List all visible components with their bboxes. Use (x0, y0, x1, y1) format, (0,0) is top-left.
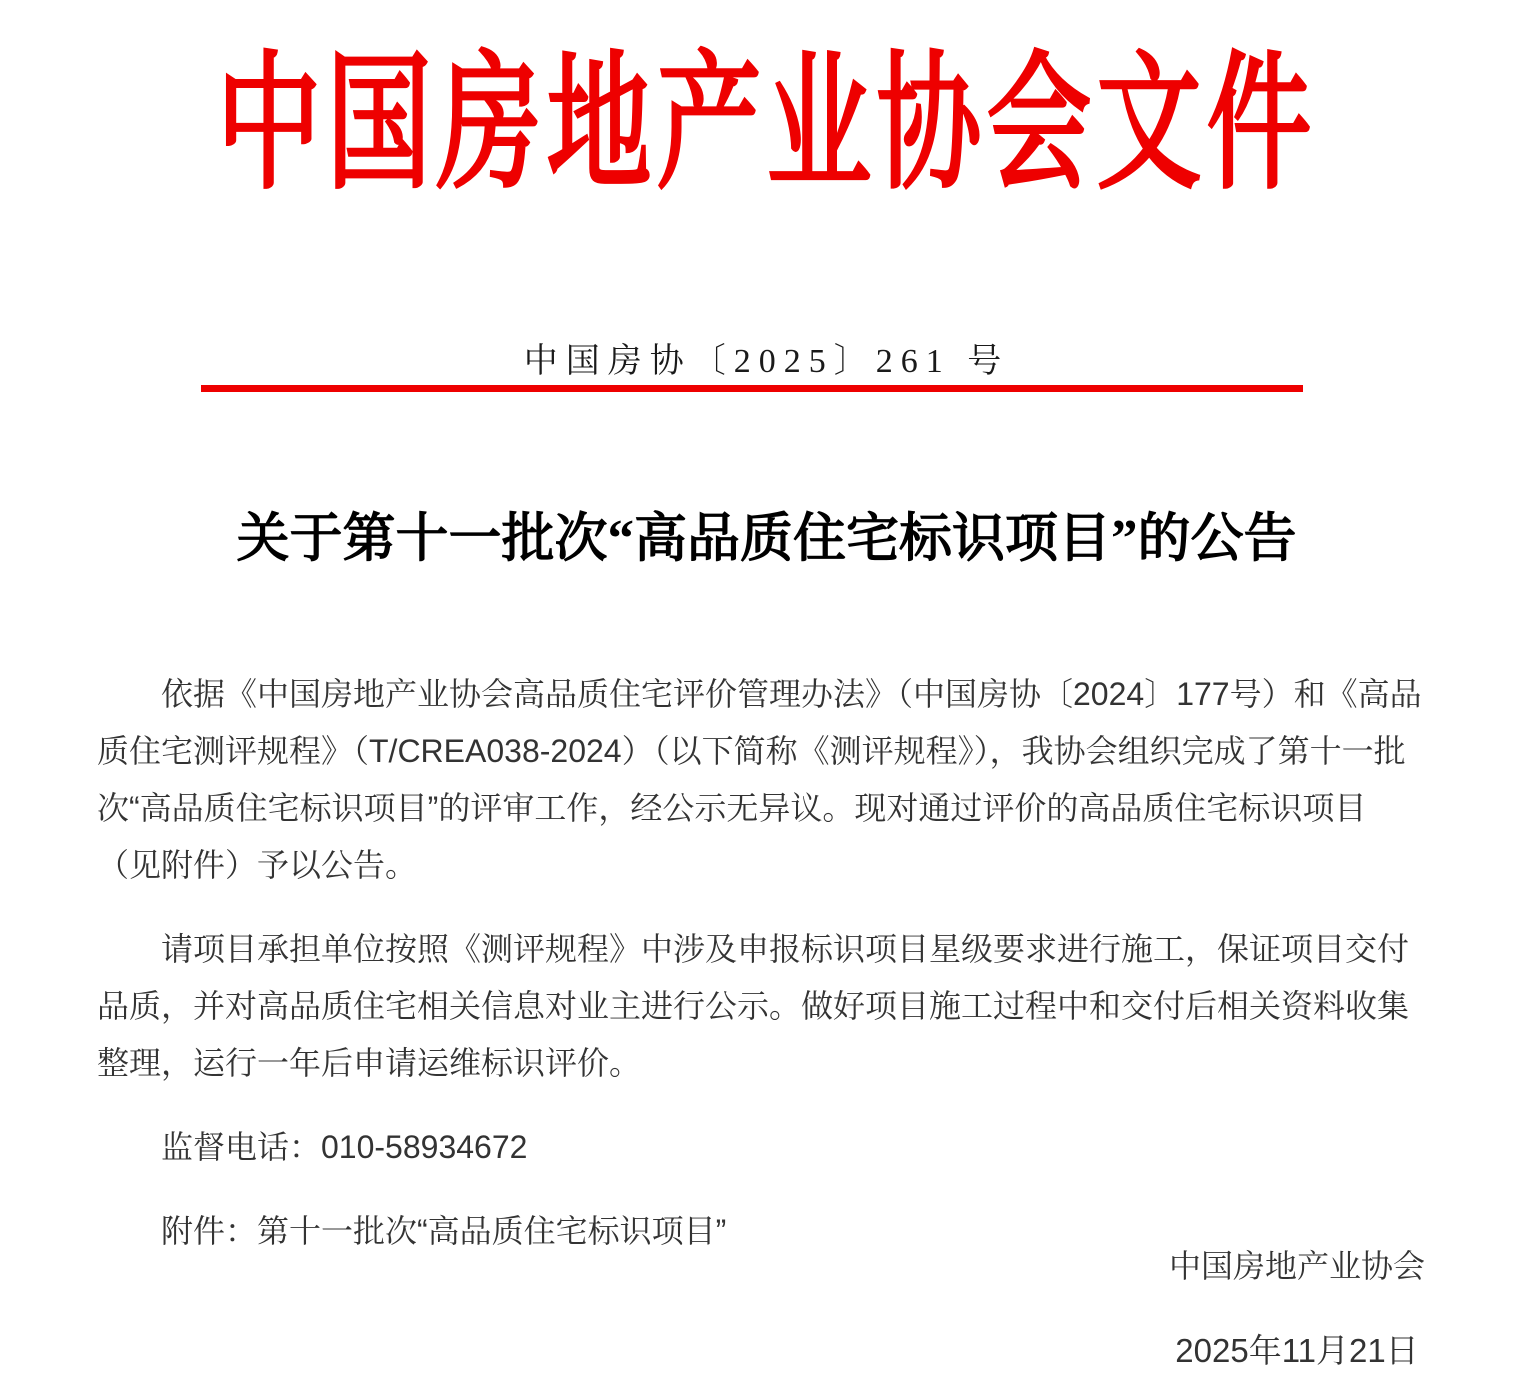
red-divider-line (201, 385, 1303, 392)
announcement-title: 关于第十一批次“高品质住宅标识项目”的公告 (236, 510, 1297, 568)
body-paragraph-basis: 依据《中国房地产业协会高品质住宅评价管理办法》（中国房协〔2024〕177号）和《高品质住宅测评规程》（T/CREA038-2024）（以下简称《测评规程》），我协会组织完成了第十一批次“高品质住宅标识项目”的评审工作，经公示无异议。现对通过评价的高品质住宅标识项目（见附件）予以公告。 (97, 676, 1422, 883)
issue-date: 2025年11月21日 (1175, 1332, 1419, 1369)
body-paragraph-requirements: 请项目承担单位按照《测评规程》中涉及申报标识项目星级要求进行施工，保证项目交付品质，并对高品质住宅相关信息对业主进行公示。做好项目施工过程中和交付后相关资料收集整理，运行一年后申请运维标识评价。 (97, 931, 1410, 1081)
attachment-line: 附件：第十一批次“高品质住宅标识项目” (161, 1213, 727, 1249)
supervision-phone-line: 监督电话：010-58934672 (161, 1129, 528, 1165)
document-number: 中国房协〔2025〕261 号 (523, 343, 1010, 380)
document-body (97, 666, 1427, 1287)
letterhead-title: 中国房地产业协会文件 (216, 41, 1317, 208)
issuing-organization: 中国房地产业协会 (1168, 1248, 1425, 1284)
signature-block (1169, 1248, 1425, 1369)
